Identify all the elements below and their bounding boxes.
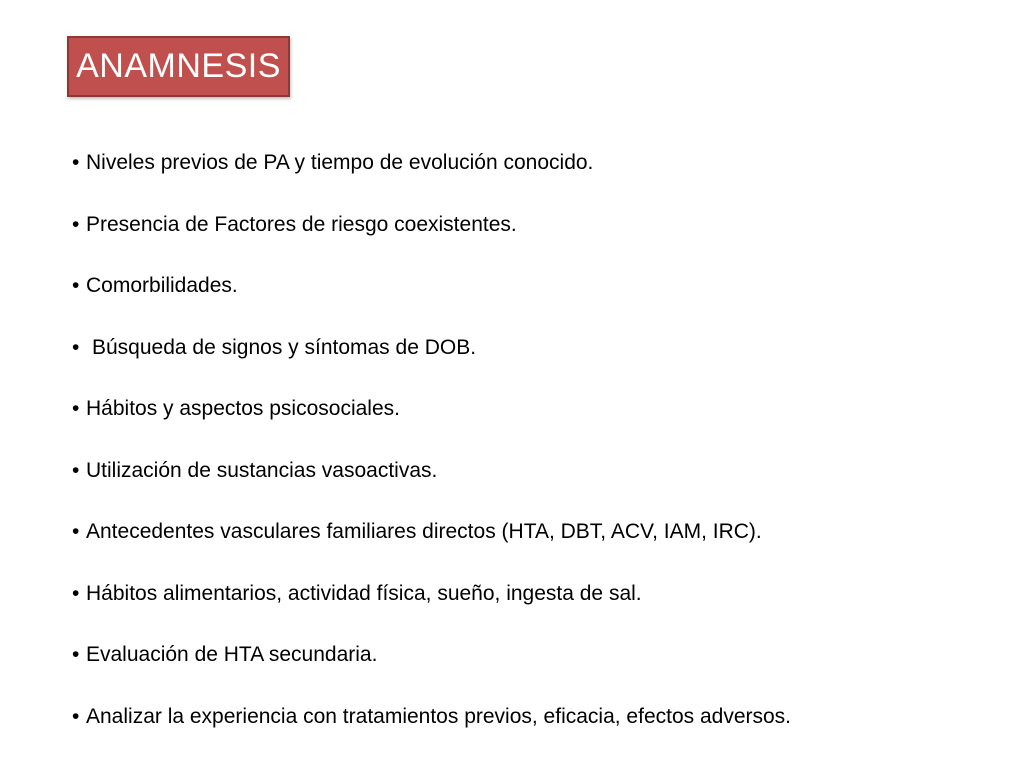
list-item bbox=[72, 328, 791, 390]
bullet-icon: • bbox=[72, 335, 80, 359]
bullet-icon: • bbox=[72, 704, 80, 728]
bullet-icon: • bbox=[72, 458, 80, 482]
list-item bbox=[72, 266, 791, 328]
slide-title: ANAMNESIS bbox=[76, 47, 281, 85]
list-item-text: Hábitos y aspectos psicosociales. bbox=[86, 397, 400, 420]
list-item bbox=[72, 574, 791, 636]
list-item-text: Comorbilidades. bbox=[86, 274, 238, 297]
bullet-icon: • bbox=[72, 212, 80, 236]
list-item-text: Presencia de Factores de riesgo coexistentes. bbox=[86, 212, 517, 236]
list-item-text: Hábitos alimentarios, actividad física, sueño, ingesta de sal. bbox=[86, 581, 642, 605]
list-item bbox=[72, 697, 791, 759]
bullet-icon: • bbox=[72, 274, 80, 297]
list-item-text: Búsqueda de signos y síntomas de DOB. bbox=[92, 335, 477, 359]
list-item-text: Analizar la experiencia con tratamientos previos, eficacia, efectos adversos. bbox=[86, 704, 792, 728]
list-item-text: Utilización de sustancias vasoactivas. bbox=[86, 458, 438, 482]
list-item bbox=[72, 512, 791, 574]
bullet-icon: • bbox=[72, 581, 80, 605]
bullet-icon: • bbox=[72, 397, 80, 420]
bullet-icon: • bbox=[72, 643, 80, 666]
title-box bbox=[67, 36, 290, 97]
bullet-icon: • bbox=[72, 520, 80, 543]
list-item bbox=[72, 451, 791, 513]
list-item-text: Evaluación de HTA secundaria. bbox=[86, 643, 378, 666]
bullet-icon: • bbox=[72, 151, 80, 174]
bullet-list bbox=[72, 143, 791, 758]
list-item bbox=[72, 205, 791, 267]
list-item-text: Niveles previos de PA y tiempo de evolución conocido. bbox=[86, 151, 594, 174]
list-item bbox=[72, 143, 791, 205]
list-item bbox=[72, 635, 791, 697]
list-item bbox=[72, 389, 791, 451]
list-item-text: Antecedentes vasculares familiares directos (HTA, DBT, ACV, IAM, IRC). bbox=[86, 520, 762, 543]
